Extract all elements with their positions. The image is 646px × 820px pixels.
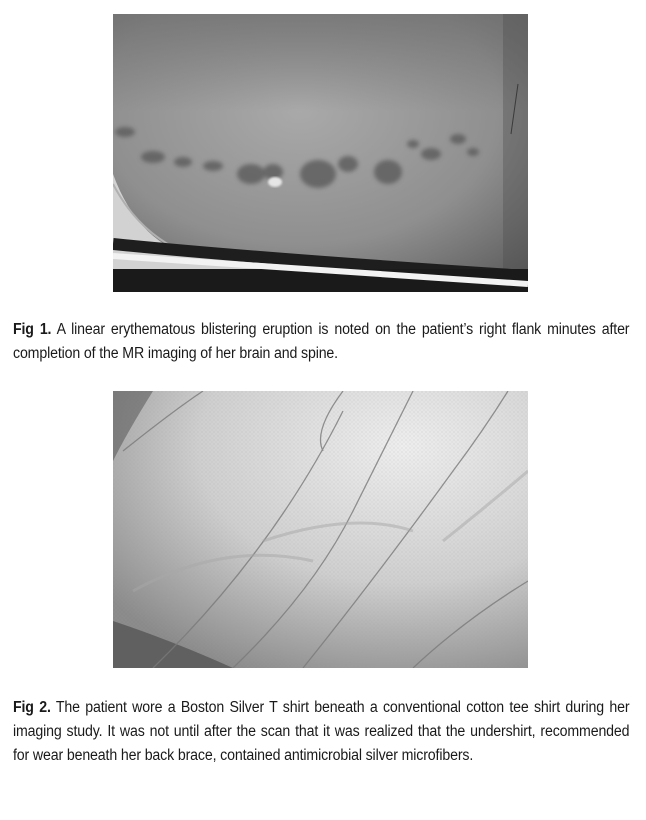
figure-2-label: Fig 2. (13, 699, 51, 716)
figure-1-caption (13, 318, 629, 366)
figure-2-caption-text: The patient wore a Boston Silver T shirt beneath a conventional cotton tee shirt during her imaging study. It was not until after the scan that it was realized that the undershirt, recommended for wear beneath her back brace, contained antimicrobial silver microfibers. (13, 699, 630, 764)
figure-1-label: Fig 1. (13, 321, 52, 338)
figure-1-caption-text: A linear erythematous blistering eruption is noted on the patient’s right flank minutes after completion of the MR imaging of her brain and spine. (13, 321, 630, 362)
skin-eruption-image (113, 14, 528, 292)
silver-undershirt-image (113, 391, 528, 668)
figure-1-photo (113, 14, 528, 292)
figure-2-caption (13, 696, 629, 768)
figure-2-photo (113, 391, 528, 668)
